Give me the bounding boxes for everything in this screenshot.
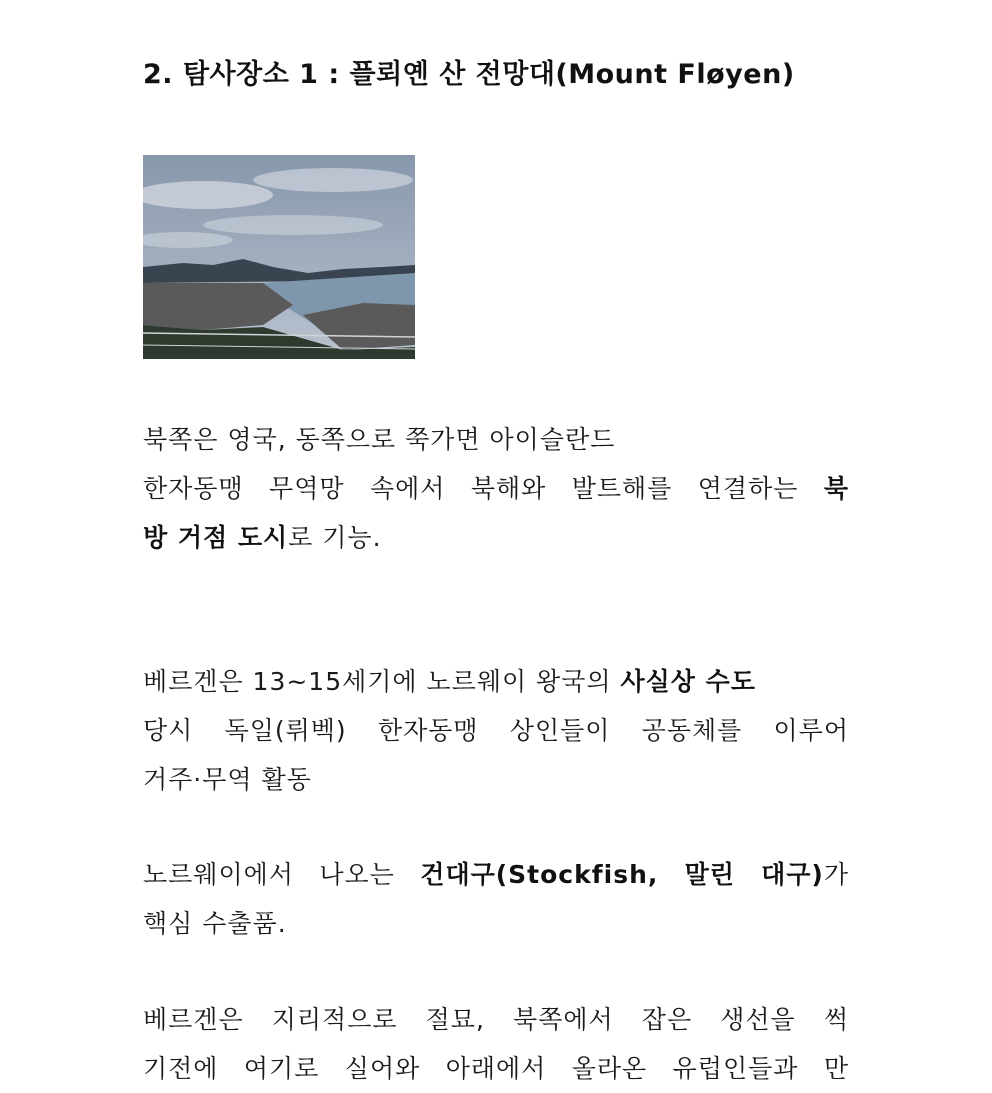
text-segment: 기전에 여기로 실어와 아래에서 올라온 유럽인들과 만	[143, 1054, 849, 1083]
section-heading: 2. 탐사장소 1 : 플뢰옌 산 전망대(Mount Fløyen)	[143, 59, 795, 90]
text-segment: 베르겐은 지리적으로 절묘, 북쪽에서 잡은 생선을 썩	[143, 1005, 849, 1034]
text-line	[143, 995, 849, 1044]
paragraph	[143, 850, 849, 948]
text-segment: 노르웨이에서 나오는	[143, 860, 421, 889]
text-line	[143, 899, 849, 948]
text-segment: 당시 독일(뤼벡) 한자동맹 상인들이 공동체를 이루어	[143, 716, 849, 745]
text-line	[143, 513, 849, 562]
text-segment: 로 기능.	[288, 523, 382, 552]
text-segment: 핵심 수출품.	[143, 909, 287, 938]
text-line	[143, 755, 849, 804]
text-line	[143, 706, 849, 755]
text-segment: 북쪽은 영국, 동쪽으로 쭉가면 아이슬란드	[143, 425, 616, 454]
paragraph	[143, 415, 849, 562]
text-line	[143, 1044, 849, 1093]
text-segment: 베르겐은 13~15세기에 노르웨이 왕국의	[143, 667, 621, 696]
bold-text: 사실상 수도	[620, 667, 756, 696]
text-line	[143, 657, 849, 706]
bold-text: 건대구(Stockfish, 말린 대구)	[420, 860, 824, 889]
text-line	[143, 415, 849, 464]
paragraph	[143, 995, 849, 1093]
text-segment: 가	[823, 860, 849, 889]
text-segment: 거주·무역 활동	[143, 765, 312, 794]
text-segment: 한자동맹 무역망 속에서 북해와 발트해를 연결하는	[143, 474, 824, 503]
bold-text: 북	[823, 474, 849, 503]
text-line	[143, 464, 849, 513]
bold-text: 방 거점 도시	[143, 523, 289, 552]
mount-floyen-photo	[143, 155, 415, 359]
text-line	[143, 850, 849, 899]
paragraph	[143, 657, 849, 804]
